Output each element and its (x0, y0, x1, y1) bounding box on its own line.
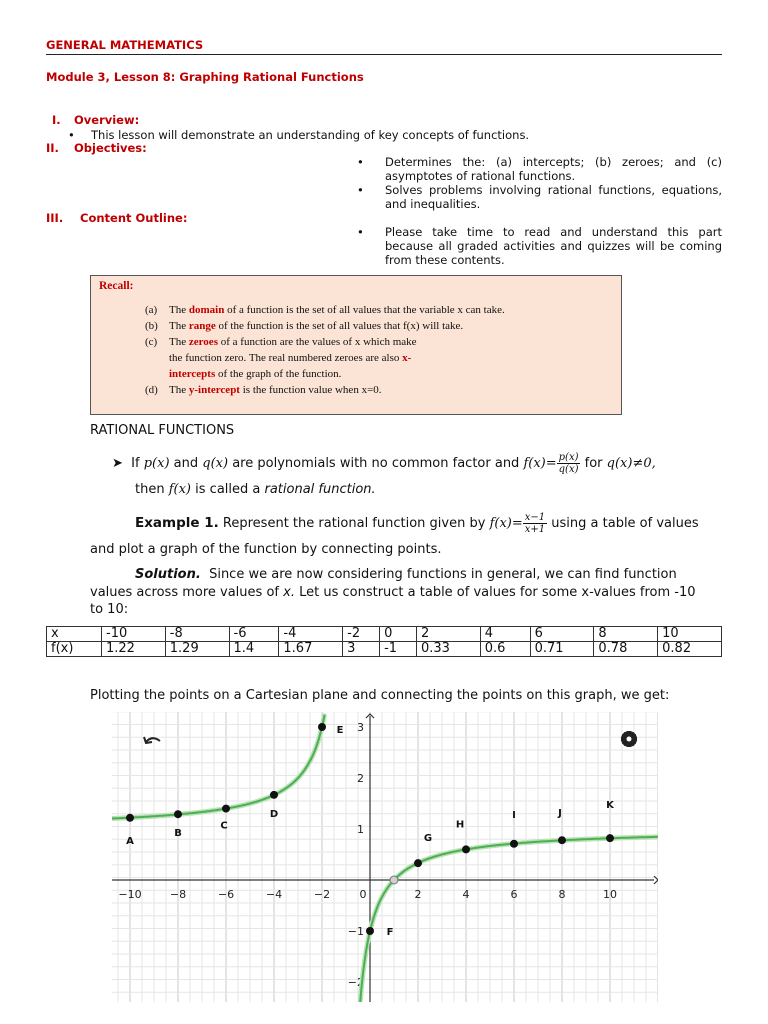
table-cell: 1.22 (102, 642, 166, 657)
table-cell: -8 (165, 627, 229, 642)
table-cell: -4 (279, 627, 343, 642)
solution-line2: values across more values of x. Let us construct a table of values for some x-values from -10 (90, 585, 696, 600)
objective-item: • Solves problems involving rational functions, equations, and inequalities. (345, 183, 722, 211)
point-label: F (386, 927, 394, 938)
data-point[interactable] (558, 836, 566, 844)
example-line2: and plot a graph of the function by connecting points. (90, 542, 442, 557)
data-point[interactable] (222, 805, 230, 813)
solution-line1: Solution. Since we are now considering functions in general, we can find function (135, 567, 677, 582)
values-table (46, 626, 722, 657)
table-row-x (47, 627, 722, 642)
recall-item-b: (b) The range of the function is the set of all values that f(x) will take. (145, 320, 464, 332)
overview-num: I. (52, 113, 61, 127)
recall-title: Recall: (99, 280, 134, 292)
table-cell: 2 (416, 627, 480, 642)
graph-background (112, 712, 658, 1002)
table-cell: -10 (102, 627, 166, 642)
y-tick-label: −1 (347, 925, 364, 938)
point-label: J (558, 808, 562, 820)
header-rule (46, 54, 722, 55)
table-cell: -1 (380, 642, 417, 657)
table-header-f: f(x) (47, 642, 102, 657)
table-header-x: x (47, 627, 102, 642)
objectives-num: II. (46, 141, 59, 155)
arrow-bullet-icon: ➤ (112, 456, 123, 471)
table-cell: -6 (229, 627, 279, 642)
objective-item: • Determines the: (a) intercepts; (b) zeroes; and (c) asymptotes of rational functions. (345, 155, 722, 183)
rational-heading: RATIONAL FUNCTIONS (90, 423, 235, 438)
point-label: H (455, 819, 465, 831)
table-cell: 0.78 (594, 642, 658, 657)
data-point[interactable] (462, 845, 470, 853)
recall-item-c-line3: intercepts of the graph of the function. (169, 368, 342, 380)
x-tick-label: 10 (603, 888, 617, 901)
module-title: Module 3, Lesson 8: Graphing Rational Functions (46, 70, 364, 84)
recall-box (90, 275, 622, 415)
table-cell: 6 (530, 627, 594, 642)
table-cell: 0 (380, 627, 417, 642)
point-label: K (606, 800, 614, 812)
content-outline-num: III. (46, 211, 64, 225)
table-cell: 0.33 (416, 642, 480, 657)
table-cell: 3 (343, 642, 380, 657)
data-point[interactable] (366, 927, 374, 935)
x-tick-label: 2 (414, 888, 422, 901)
point-label: A (126, 835, 134, 847)
overview-title: Overview: (74, 113, 140, 127)
x-tick-label: −8 (169, 888, 187, 901)
example-line1: Example 1. Represent the rational function given by f(x)= $\frac{x-1}{x+1}$ using a table of values (135, 512, 699, 535)
x-tick-label: 8 (558, 888, 566, 901)
table-cell: -2 (343, 627, 380, 642)
recall-item-d: (d) The y-intercept is the function value when x=0. (145, 384, 382, 396)
table-cell: 1.67 (279, 642, 343, 657)
table-cell: 8 (594, 627, 658, 642)
x-tick-label: −2 (313, 888, 331, 901)
table-cell: 10 (658, 627, 722, 642)
x-tick-label: 0 (359, 888, 367, 901)
x-tick-label: 6 (510, 888, 518, 901)
y-tick-label: 3 (357, 721, 364, 734)
objectives-title: Objectives: (74, 141, 147, 155)
x-intercept-marker (390, 876, 398, 884)
recall-item-a: (a) The domain of a function is the set of all values that the variable x can take. (145, 304, 505, 316)
rational-definition-line2: then f(x) is called a rational function. (135, 482, 376, 497)
recall-item-c: (c) The zeroes of a function are the values of x which make (145, 336, 417, 348)
x-tick-label: 4 (462, 888, 470, 901)
overview-bullet-dot: • (68, 128, 75, 142)
table-cell: 4 (480, 627, 530, 642)
data-point[interactable] (606, 834, 614, 842)
objectives-list (345, 155, 722, 211)
data-point[interactable] (270, 791, 278, 799)
rational-fraction: $\frac{p(x)}{q(x)}$ (558, 452, 579, 475)
data-point[interactable] (126, 814, 134, 822)
content-outline-item: • Please take time to read and understand this part because all graded activities and quizzes will be coming from these contents. (345, 225, 722, 267)
table-cell: 0.82 (658, 642, 722, 657)
point-label: E (336, 725, 344, 736)
x-tick-label: −6 (217, 888, 235, 901)
recall-item-c-line2: the function zero. The real numbered zeroes are also x- (169, 352, 412, 364)
y-tick-label: −2 (347, 976, 364, 989)
content-outline-list (345, 225, 722, 267)
point-label: B (174, 828, 182, 840)
plot-caption: Plotting the points on a Cartesian plane and connecting the points on this graph, we get: (90, 688, 670, 703)
y-tick-label: 1 (357, 823, 364, 836)
y-tick-label: 2 (357, 772, 364, 785)
table-cell: 0.71 (530, 642, 594, 657)
solution-line3: to 10: (90, 602, 129, 617)
x-tick-label: −4 (265, 888, 283, 901)
table-cell: 0.6 (480, 642, 530, 657)
point-label: I (512, 809, 516, 821)
data-point[interactable] (414, 859, 422, 867)
x-tick-label: −10 (118, 888, 142, 901)
table-row-f (47, 642, 722, 657)
data-point[interactable] (174, 810, 182, 818)
content-outline-title: Content Outline: (80, 211, 188, 225)
data-point[interactable] (510, 840, 518, 848)
rational-definition-line1: ➤ If p(x) and q(x) are polynomials with no common factor and f(x)= $\frac{p(x)}{q(x)}$ for q(x)≠0, (112, 452, 656, 475)
point-label: C (220, 820, 228, 832)
example-fraction: $\frac{x-1}{x+1}$ (524, 512, 546, 535)
table-cell: 1.4 (229, 642, 279, 657)
overview-bullet: This lesson will demonstrate an understanding of key concepts of functions. (91, 128, 530, 142)
table-cell: 1.29 (165, 642, 229, 657)
data-point[interactable] (318, 723, 326, 731)
subject-title: GENERAL MATHEMATICS (46, 38, 204, 52)
point-label: G (423, 833, 433, 845)
point-label: D (269, 808, 279, 820)
rational-function-graph[interactable] (112, 712, 658, 1002)
